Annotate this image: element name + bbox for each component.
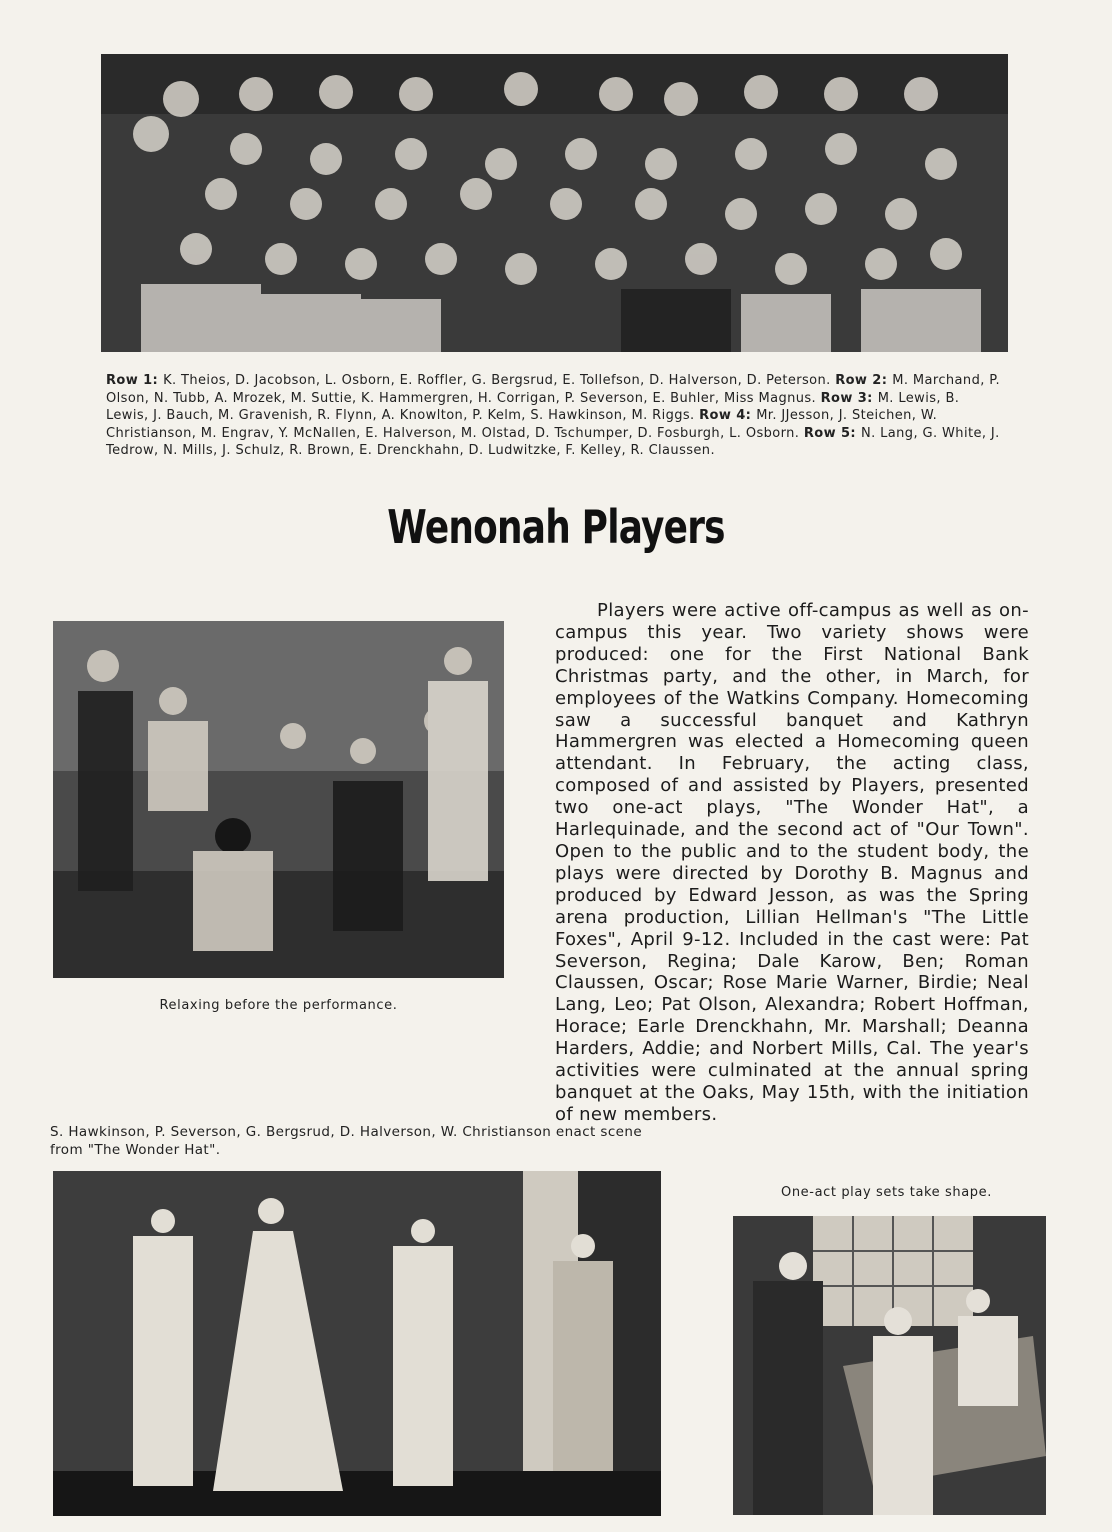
row-3-names: M. Lewis, B. Lewis, J. Bauch, M. Gravenish, R. Flynn, A. Knowlton, P. Kelm, S. Hawkinson, M. Riggs. bbox=[106, 390, 960, 423]
group-photo bbox=[101, 54, 1008, 352]
row-1-names: K. Theios, D. Jacobson, L. Osborn, E. Roffler, G. Bergsrud, E. Tollefson, D. Halverson, D. Peterson. bbox=[163, 373, 836, 388]
relaxing-photo bbox=[53, 621, 504, 978]
article-paragraph: Players were active off-campus as well as on-campus this year. Two variety shows were produced: one for the First National Bank Christmas party, and the other, in March, for employees of the Watkins Company. Homecoming saw a successful banquet and Kathryn Hammergren was elected a Homecoming queen attendant. In February, the acting class, composed of and assisted by Players, presented two one-act plays, "The Wonder Hat", a Harlequinade, and the second act of "Our Town". Open to the public and to the student body, the plays were directed by Dorothy B. Magnus and produced by Edward Jesson, as was the Spring arena production, Lillian Hellman's "The Little Foxes", April 9-12. Included in the cast were: Pat Severson, Regina; Dale Karow, Ben; Roman Claussen, Oscar; Rose Marie Warner, Birdie; Neal Lang, Leo; Pat Olson, Alexandra; Robert Hoffman, Horace; Earle Drenckhahn, Mr. Marshall; Deanna Harders, Addie; and Norbert Mills, Cal. The year's activities were culminated at the annual spring banquet at the Oaks, May 15th, with the initiation of new members. bbox=[555, 600, 1029, 1125]
article-body bbox=[555, 600, 1029, 1126]
row-2-label: Row 2: bbox=[835, 373, 893, 388]
row-1-label: Row 1: bbox=[106, 373, 164, 388]
relaxing-caption: Relaxing before the performance. bbox=[159, 998, 398, 1013]
row-5-label: Row 5: bbox=[803, 425, 861, 441]
sets-photo bbox=[733, 1216, 1046, 1515]
row-4-names: Mr. JJesson, J. Steichen, W. Christianson, M. Engrav, Y. McNallen, E. Halverson, M. Olstad, D. Tschumper, D. Fosburgh, L. Osborn. bbox=[106, 408, 938, 441]
group-photo-caption bbox=[106, 372, 1006, 460]
sets-caption: One-act play sets take shape. bbox=[781, 1185, 992, 1200]
wonder-hat-scene-photo bbox=[53, 1171, 661, 1516]
row-4-label: Row 4: bbox=[699, 408, 757, 423]
row-3-label: Row 3: bbox=[820, 390, 878, 406]
row-5-names: N. Lang, G. White, J. Tedrow, N. Mills, J. Schulz, R. Brown, E. Drenckhahn, D. Ludwitzke, F. Kelley, R. Claussen. bbox=[106, 425, 1000, 458]
page-title: Wenonah Players bbox=[387, 500, 725, 554]
row-2-names: M. Marchand, P. Olson, N. Tubb, A. Mrozek, M. Suttie, K. Hammergren, H. Corrigan, P. Severson, E. Buhler, Miss Magnus. bbox=[106, 373, 1001, 406]
wonder-hat-caption: S. Hawkinson, P. Severson, G. Bergsrud, D. Halverson, W. Christianson enact scene from "The Wonder Hat". bbox=[50, 1124, 643, 1158]
